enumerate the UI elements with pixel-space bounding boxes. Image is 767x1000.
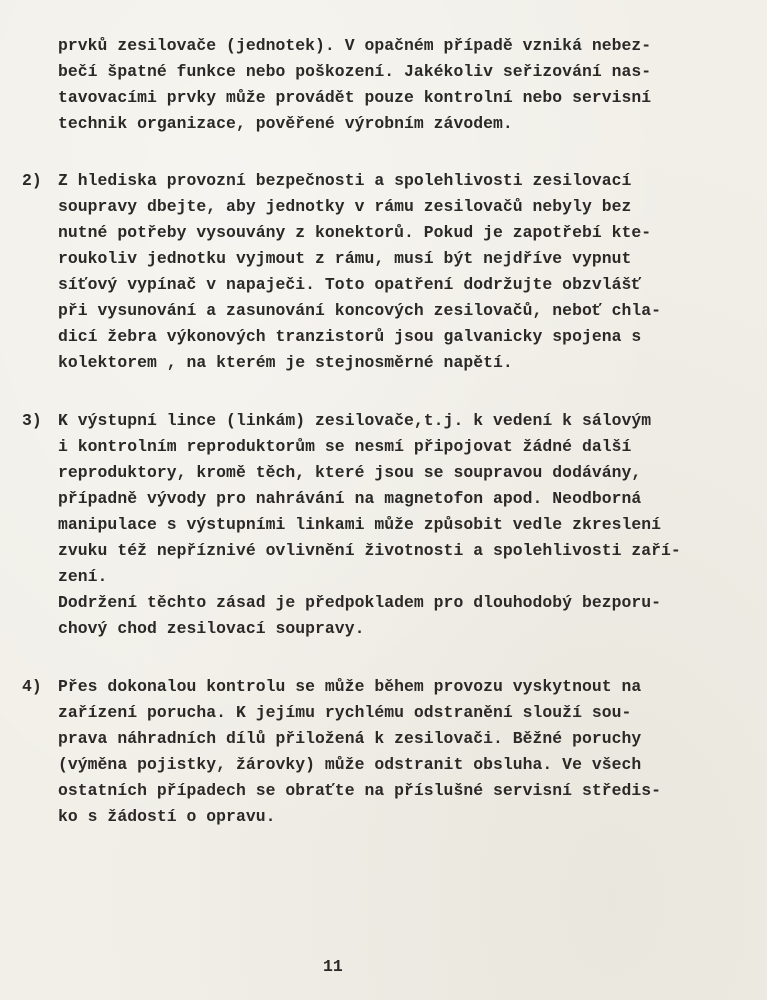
text-line: (výměna pojistky, žárovky) může odstranit obsluha. Ve všech xyxy=(58,755,642,774)
text-line: i kontrolním reproduktorům se nesmí připojovat žádné další xyxy=(58,437,632,456)
text-line: prava náhradních dílů přiložená k zesilovači. Běžné poruchy xyxy=(58,729,642,748)
text-line: soupravy dbejte, aby jednotky v rámu zesilovačů nebyly bez xyxy=(58,197,632,216)
text-line: kolektorem , na kterém je stejnosměrné napětí. xyxy=(58,353,513,372)
text-line: K výstupní lince (linkám) zesilovače,t.j. k vedení k sálovým xyxy=(58,411,652,430)
text-line: dicí žebra výkonových tranzistorů jsou galvanicky spojena s xyxy=(58,327,642,346)
text-line: Přes dokonalou kontrolu se může během provozu vyskytnout na xyxy=(58,677,642,696)
text-line: prvků zesilovače (jednotek). V opačném případě vzniká nebez- xyxy=(58,36,652,55)
text-line: technik organizace, pověřené výrobním závodem. xyxy=(58,114,513,133)
text-line: reproduktory, kromě těch, které jsou se soupravou dodávány, xyxy=(58,463,642,482)
text-line: roukoliv jednotku vyjmout z rámu, musí být nejdříve vypnut xyxy=(58,249,632,268)
text-line: ostatních případech se obraťte na příslušné servisní středis- xyxy=(58,781,662,800)
text-line: zvuku též nepříznivé ovlivnění životnosti a spolehlivosti zaří- xyxy=(58,541,681,560)
text-line: chový chod zesilovací soupravy. xyxy=(58,619,365,638)
text-line: zení. xyxy=(58,567,108,586)
paragraph-number: 2) xyxy=(22,171,42,190)
paragraph-number: 3) xyxy=(22,411,42,430)
text-line: manipulace s výstupními linkami může způsobit vedle zkreslení xyxy=(58,515,662,534)
paragraph-number: 4) xyxy=(22,677,42,696)
text-line: nutné potřeby vysouvány z konektorů. Pokud je zapotřebí kte- xyxy=(58,223,652,242)
text-line: Z hlediska provozní bezpečnosti a spolehlivosti zesilovací xyxy=(58,171,632,190)
text-line: zařízení porucha. K jejímu rychlému odstranění slouží sou- xyxy=(58,703,632,722)
text-line: při vysunování a zasunování koncových zesilovačů, neboť chla- xyxy=(58,301,662,320)
text-line: bečí špatné funkce nebo poškození. Jakékoliv seřizování nas- xyxy=(58,62,652,81)
text-line: ko s žádostí o opravu. xyxy=(58,807,276,826)
page-number: 11 xyxy=(323,957,343,976)
text-line: tavovacími prvky může provádět pouze kontrolní nebo servisní xyxy=(58,88,652,107)
text-line: síťový vypínač v napaječi. Toto opatření dodržujte obzvlášť xyxy=(58,275,642,294)
text-line: Dodržení těchto zásad je předpokladem pro dlouhodobý bezporu- xyxy=(58,593,662,612)
text-line: případně vývody pro nahrávání na magnetofon apod. Neodborná xyxy=(58,489,642,508)
